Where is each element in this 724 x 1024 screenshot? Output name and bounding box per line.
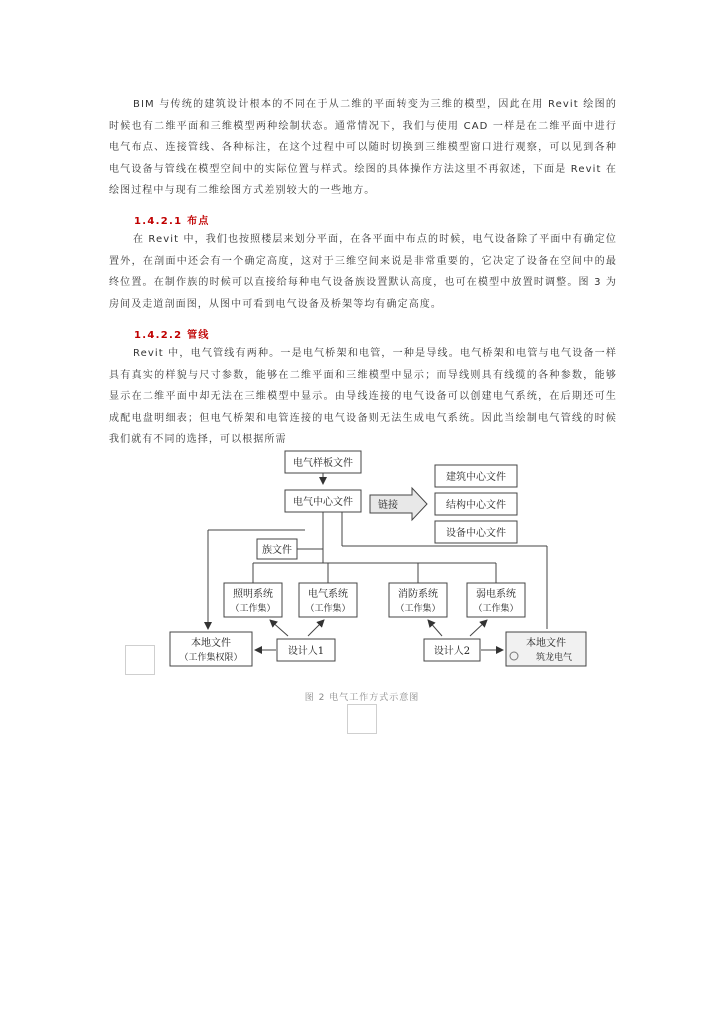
svg-text:（工作集）: （工作集） xyxy=(230,604,276,614)
svg-text:族文件: 族文件 xyxy=(262,545,292,556)
svg-text:电气样板文件: 电气样板文件 xyxy=(293,458,353,469)
svg-text:设备中心文件: 设备中心文件 xyxy=(446,528,506,539)
svg-text:消防系统: 消防系统 xyxy=(398,589,438,600)
electrical-system-box xyxy=(299,583,357,617)
svg-text:结构中心文件: 结构中心文件 xyxy=(446,500,506,511)
svg-text:照明系统: 照明系统 xyxy=(233,589,273,600)
svg-text:电气中心文件: 电气中心文件 xyxy=(293,497,353,508)
fire-system-box xyxy=(389,583,447,617)
local-file-box-1 xyxy=(170,632,252,666)
svg-text:设计人2: 设计人2 xyxy=(433,646,471,657)
svg-text:电气系统: 电气系统 xyxy=(308,589,348,600)
section-body-pipelines: Revit 中，电气管线有两种。一是电气桥架和电管，一种是导线。电气桥架和电管与电气设备一样具有真实的样貌与尺寸参数，能够在二维平面和三维模型中显示；而导线则具有线缆的各种参数，能够显示在二维平面中却无法在三维模型中显示。由导线连接的电气设备可以创建电气系统，在后期还可生成配电盘明细表；但电气桥架和电管连接的电气设备则无法生成电气系统。因此当绘制电气管线的时候我们就有不同的选择，可以根据所需 xyxy=(109,348,617,445)
template-file-box xyxy=(285,451,361,473)
svg-text:本地文件: 本地文件 xyxy=(526,638,566,649)
svg-text:（工作集权限）: （工作集权限） xyxy=(179,653,243,663)
center-file-box xyxy=(285,490,361,512)
link-label: 链接 xyxy=(378,500,398,511)
watermark-text: 筑龙电气 xyxy=(535,653,573,663)
local-file-box-2 xyxy=(506,632,586,666)
section-body-layout-points: 在 Revit 中，我们也按照楼层来划分平面，在各平面中布点的时候，电气设备除了平面中有确定位置外，在剖面中还会有一个确定高度，这对于三维空间来说是非常重要的，它决定了设备在空间中的最终位置。在制作族的时候可以直接给每种电气设备族设置默认高度，也可在模型中放置时调整。图 3 为房间及走道剖面图，从图中可看到电气设备及桥架等均有确定高度。 xyxy=(109,234,617,310)
designer1-box xyxy=(277,639,335,661)
svg-text:设计人1: 设计人1 xyxy=(287,646,325,657)
designer2-box xyxy=(424,639,480,661)
intro-paragraph: BIM 与传统的建筑设计根本的不同在于从二维的平面转变为三维的模型，因此在用 Revit 绘图的时候也有二维平面和三维模型两种绘制状态。通常情况下，我们与使用 CAD 一样是在二维平面中进行电气布点、连接管线、各种标注，在这个过程中可以随时切换到三维模型窗口进行观察，可以见到各种电气设备与管线在模型空间中的实际位置与样式。绘图的具体操作方法这里不再叙述，下面是 Revit 在绘图过程中与现有二维绘图方式差别较大的一些地方。 xyxy=(109,99,617,196)
svg-text:弱电系统: 弱电系统 xyxy=(476,589,516,600)
svg-text:（工作集）: （工作集） xyxy=(395,604,441,614)
lighting-system-box xyxy=(224,583,282,617)
svg-text:本地文件: 本地文件 xyxy=(191,638,231,649)
svg-text:（工作集）: （工作集） xyxy=(473,604,519,614)
svg-text:建筑中心文件: 建筑中心文件 xyxy=(446,472,506,483)
figure-caption: 图 2 电气工作方式示意图 xyxy=(304,693,420,703)
family-file-box xyxy=(257,539,297,559)
weak-current-system-box xyxy=(467,583,525,617)
image-placeholder-bottom xyxy=(347,704,377,734)
electrical-workflow-diagram xyxy=(120,448,600,688)
section-heading-layout-points: 1.4.2.1 布点 xyxy=(134,216,210,227)
image-placeholder-left xyxy=(125,645,155,675)
equip-center-box xyxy=(435,521,517,543)
struct-center-box xyxy=(435,493,517,515)
arch-center-box xyxy=(435,465,517,487)
svg-text:（工作集）: （工作集） xyxy=(305,604,351,614)
section-heading-pipelines: 1.4.2.2 管线 xyxy=(134,330,210,341)
